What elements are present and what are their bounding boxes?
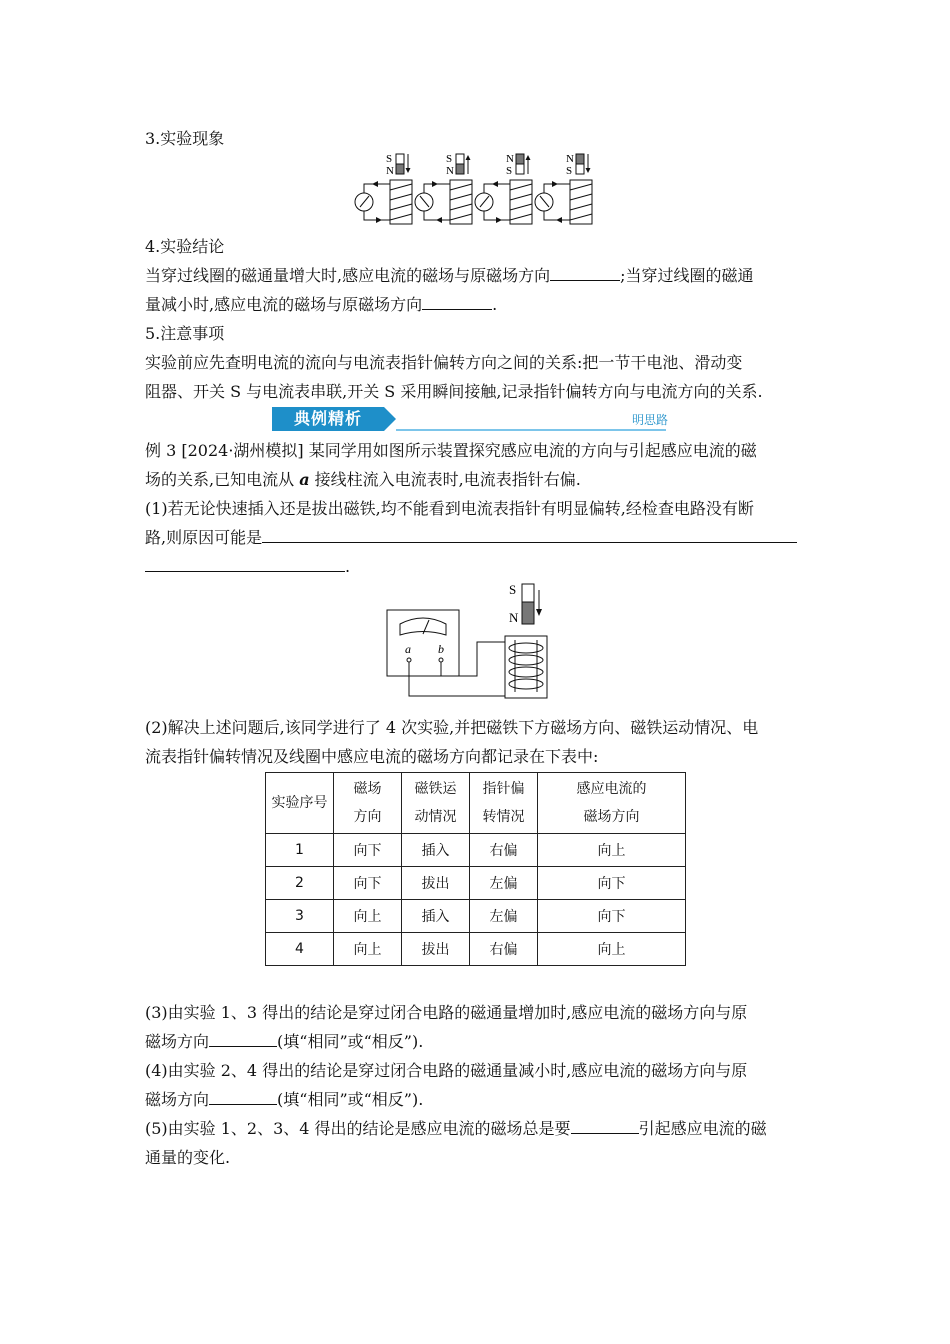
section-3-title: 3.实验现象 (145, 129, 225, 148)
answer-blank[interactable] (422, 291, 492, 310)
example-banner (272, 407, 672, 433)
table-header-cell: 磁铁运 动情况 (402, 773, 470, 834)
question-4-line-1: (4)由实验 2、4 得出的结论是穿过闭合电路的磁通量减小时,感应电流的磁场方向与原 (145, 1061, 748, 1080)
unit-2-galvanometer (415, 193, 433, 211)
question-4-line-2: 磁场方向 (填“相同”或“相反”). (145, 1085, 810, 1114)
answer-blank[interactable] (209, 1086, 277, 1105)
table-cell: 向下 (538, 900, 686, 933)
answer-blank[interactable] (550, 262, 620, 281)
setup-unit-3 (475, 153, 532, 224)
question-5-line-2: 通量的变化. (145, 1148, 231, 1167)
table-cell: 右偏 (470, 834, 538, 867)
terminal-a-label: a (405, 642, 411, 656)
unit-3-pole-bottom: S (506, 165, 513, 177)
question-5-line-1: (5)由实验 1、2、3、4 得出的结论是感应电流的磁场总是要 引起感应电流的磁 (145, 1114, 810, 1143)
table-cell: 向下 (538, 867, 686, 900)
answer-blank[interactable] (209, 1028, 277, 1047)
table-cell: 1 (266, 834, 334, 867)
table-cell: 拔出 (402, 867, 470, 900)
table-cell: 插入 (402, 900, 470, 933)
galvanometer-box (387, 610, 459, 676)
section-4-line-2: 量减小时,感应电流的磁场与原磁场方向 . (145, 290, 810, 319)
question-1-line-1: (1)若无论快速插入还是拔出磁铁,均不能看到电流表指针有明显偏转,经检查电路没有断 (145, 499, 754, 518)
unit-2-pole-top: S (446, 153, 453, 165)
table-cell: 左偏 (470, 867, 538, 900)
unit-4-motion-arrow-icon (586, 168, 591, 173)
unit-4-pole-bottom: S (566, 165, 573, 177)
example-line-2: 场的关系,已知电流从 a 接线柱流入电流表时,电流表指针右偏. (145, 470, 581, 489)
section-5-line-1: 实验前应先查明电流的流向与电流表指针偏转方向之间的关系:把一节干电池、滑动变 (145, 353, 743, 372)
unit-3-pole-top: N (506, 153, 514, 165)
section-5-title: 5.注意事项 (145, 324, 225, 343)
question-2-line-1: (2)解决上述问题后,该同学进行了 4 次实验,并把磁铁下方磁场方向、磁铁运动情况、电 (145, 718, 759, 737)
table-row (266, 900, 686, 933)
answer-blank[interactable] (145, 553, 345, 572)
apparatus-figure (385, 580, 565, 702)
table-row (266, 933, 686, 966)
table-cell: 2 (266, 867, 334, 900)
table-cell: 向上 (334, 900, 402, 933)
table-cell: 3 (266, 900, 334, 933)
unit-2-motion-arrow-icon (466, 155, 471, 160)
table-cell: 拔出 (402, 933, 470, 966)
magnet-n-half (522, 602, 534, 624)
table-cell: 4 (266, 933, 334, 966)
table-cell: 向下 (334, 834, 402, 867)
table-cell: 向上 (538, 933, 686, 966)
table-header-row (266, 773, 686, 834)
experiment-phenomena-figure (350, 150, 602, 226)
magnet-down-arrow-icon (536, 609, 542, 616)
unit-1-motion-arrow-icon (406, 168, 411, 173)
table-row (266, 867, 686, 900)
table-cell: 左偏 (470, 900, 538, 933)
banner-title: 典例精析 (272, 407, 384, 431)
table-row (266, 834, 686, 867)
table-header-cell: 实验序号 (266, 773, 334, 834)
table-cell: 向上 (334, 933, 402, 966)
unit-1-pole-bottom: N (386, 165, 394, 177)
terminal-b (439, 658, 443, 662)
unit-4-pole-top: N (566, 153, 574, 165)
unit-4-galvanometer (535, 193, 553, 211)
table-header-cell: 磁场 方向 (334, 773, 402, 834)
setup-unit-4 (535, 153, 592, 224)
answer-blank[interactable] (262, 524, 797, 543)
terminal-b-label: b (438, 642, 444, 656)
section-5-line-2: 阻器、开关 S 与电流表串联,开关 S 采用瞬间接触,记录指针偏转方向与电流方向的关系. (145, 382, 763, 401)
table-cell: 右偏 (470, 933, 538, 966)
setup-unit-1 (355, 153, 412, 224)
magnet-pole-bottom: N (509, 610, 519, 625)
question-1-line-3: . (145, 552, 810, 581)
question-3-line-1: (3)由实验 1、3 得出的结论是穿过闭合电路的磁通量增加时,感应电流的磁场方向与原 (145, 1003, 748, 1022)
section-4-title: 4.实验结论 (145, 237, 225, 256)
table-cell: 插入 (402, 834, 470, 867)
table-header-cell: 感应电流的 磁场方向 (538, 773, 686, 834)
magnet-pole-top: S (509, 582, 517, 597)
question-3-line-2: 磁场方向 (填“相同”或“相反”). (145, 1027, 810, 1056)
answer-blank[interactable] (571, 1115, 639, 1134)
magnet-s-half (522, 584, 534, 602)
question-1-line-2: 路,则原因可能是 (145, 523, 810, 552)
section-4-line-1: 当穿过线圈的磁通量增大时,感应电流的磁场与原磁场方向 ;当穿过线圈的磁通 (145, 261, 810, 290)
example-line-1: 例 3 [2024·湖州模拟] 某同学用如图所示装置探究感应电流的方向与引起感应电流的磁 (145, 441, 757, 460)
experiment-record-table (265, 772, 686, 966)
banner-subtitle: 明思路 (631, 413, 668, 427)
unit-2-pole-bottom: N (446, 165, 454, 177)
table-header-cell: 指针偏 转情况 (470, 773, 538, 834)
setup-unit-2 (415, 153, 472, 224)
table-cell: 向下 (334, 867, 402, 900)
question-2-line-2: 流表指针偏转情况及线圈中感应电流的磁场方向都记录在下表中: (145, 747, 599, 766)
table-cell: 向上 (538, 834, 686, 867)
terminal-a (407, 658, 411, 662)
unit-1-pole-top: S (386, 153, 393, 165)
unit-3-motion-arrow-icon (526, 155, 531, 160)
